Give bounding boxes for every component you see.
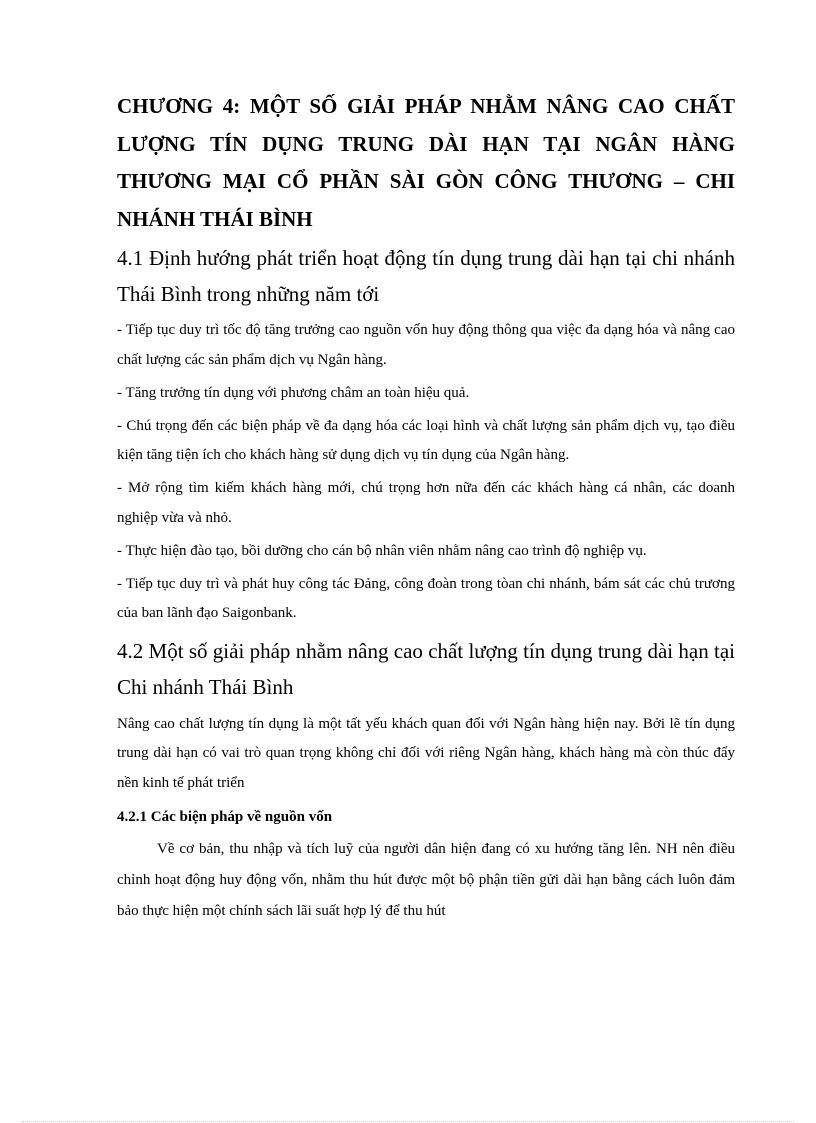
bullet-item: - Tiếp tục duy trì tốc độ tăng trưởng cao nguồn vốn huy động thông qua việc đa dạng hóa và nâng cao chất lượng các sản phẩm dịch vụ Ngân hàng. xyxy=(117,322,735,368)
section-4-2-intro: Nâng cao chất lượng tín dụng là một tất yếu khách quan đối với Ngân hàng hiện nay. Bởi lẽ tín dụng trung dài hạn có vai trò quan trọng không chỉ đối với riêng Ngân hàng, khách hàng mà còn thúc đẩy nền kinh tế phát triển xyxy=(117,715,735,791)
subsection-4-2-1-heading: 4.2.1 Các biện pháp về nguồn vốn xyxy=(117,809,333,825)
bullet-item: - Thực hiện đào tạo, bồi dưỡng cho cán bộ nhân viên nhằm nâng cao trình độ nghiệp vụ. xyxy=(117,542,647,559)
bullet-item: - Tiếp tục duy trì và phát huy công tác Đảng, công đoàn trong tòan chi nhánh, bám sát các chủ trương của ban lãnh đạo Saigonbank. xyxy=(117,575,735,621)
bullet-item: - Tăng trưởng tín dụng với phương châm an toàn hiệu quả. xyxy=(117,384,470,401)
page-bottom-divider xyxy=(22,1121,794,1122)
section-4-2-heading: 4.2 Một số giải pháp nhằm nâng cao chất lượng tín dụng trung dài hạn tại Chi nhánh Thái Bình xyxy=(117,638,735,699)
bullet-item: - Mở rộng tìm kiếm khách hàng mới, chú trọng hơn nữa đến các khách hàng cá nhân, các doanh nghiệp vừa và nhỏ. xyxy=(117,480,735,526)
orientation-bullet-list xyxy=(117,316,735,629)
bullet-item: - Chú trọng đến các biện pháp về đa dạng hóa các loại hình và chất lượng sản phẩm dịch vụ, tạo điều kiện tăng tiện ích cho khách hàng sử dụng dịch vụ tín dụng của Ngân hàng. xyxy=(117,417,735,463)
chapter-title: CHƯƠNG 4: MỘT SỐ GIẢI PHÁP NHẰM NÂNG CAO CHẤT LƯỢNG TÍN DỤNG TRUNG DÀI HẠN TẠI NGÂN HÀNG THƯƠNG MẠI CỔ PHẦN SÀI GÒN CÔNG THƯƠNG – CHI NHÁNH THÁI BÌNH xyxy=(117,94,735,231)
subsection-4-2-1-paragraph: Về cơ bản, thu nhập và tích luỹ của người dân hiện đang có xu hướng tăng lên. NH nên điều chỉnh hoạt động huy động vốn, nhằm thu hút được một bộ phận tiền gửi dài hạn bằng cách luôn đảm bảo thực hiện một chính sách lãi suất hợp lý để thu hút xyxy=(117,841,735,919)
section-4-1-heading: 4.1 Định hướng phát triển hoạt động tín dụng trung dài hạn tại chi nhánh Thái Bình trong những năm tới xyxy=(117,246,735,306)
document-page xyxy=(117,88,735,927)
